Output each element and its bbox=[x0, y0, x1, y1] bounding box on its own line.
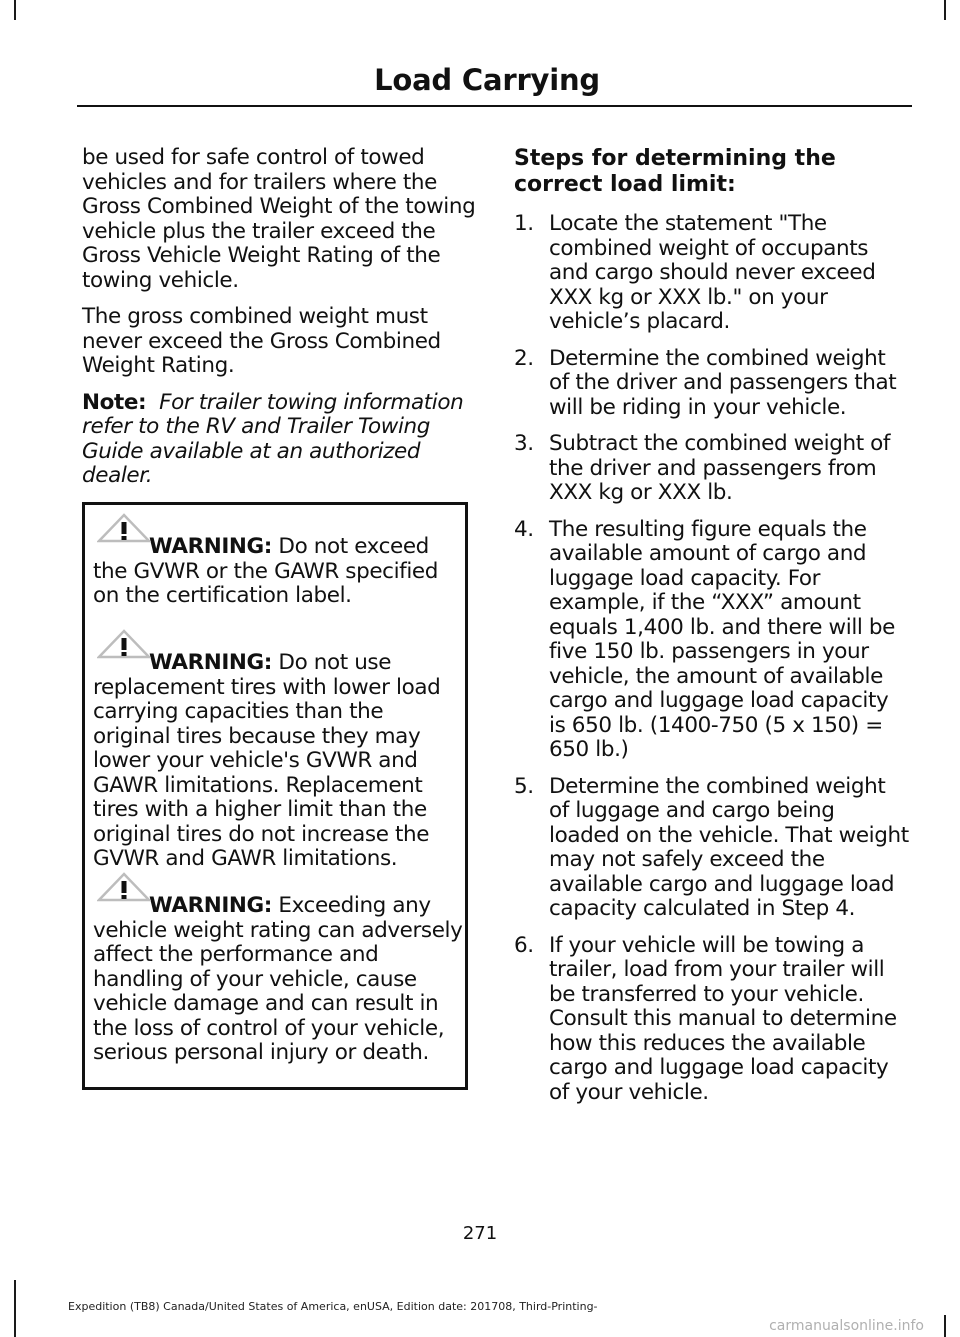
footer-edition: Expedition (TB8) Canada/United States of America, enUSA, Edition date: 201708, Third-Printing- bbox=[68, 1300, 598, 1313]
warnings-box bbox=[82, 502, 468, 1090]
note-paragraph bbox=[82, 391, 477, 489]
step-number: 5. bbox=[514, 773, 534, 799]
list-item bbox=[514, 518, 909, 763]
warning-3-text: Exceeding any vehicle weight rating can adversely affect the performance and handling of your vehicle, cause vehicle damage and can result in the loss of control of your vehicle, serious personal injury or death. bbox=[93, 893, 463, 1065]
warning-1-label: WARNING: bbox=[149, 534, 272, 559]
gcwr-paragraph: The gross combined weight must never exceed the Gross Combined Weight Rating. bbox=[82, 304, 441, 378]
crop-mark-bottom-left bbox=[14, 1280, 16, 1337]
watermark: carmanualsonline.info bbox=[769, 1318, 924, 1334]
steps-list bbox=[514, 212, 909, 1105]
header-rule bbox=[77, 105, 912, 107]
note-text: For trailer towing information refer to the RV and Trailer Towing Guide available at an authorized dealer. bbox=[82, 389, 464, 488]
list-item bbox=[514, 347, 909, 421]
step-text: Determine the combined weight of the driver and passengers that will be riding in your vehicle. bbox=[549, 345, 897, 420]
warning-3 bbox=[93, 894, 463, 1066]
right-column bbox=[514, 146, 909, 1117]
warning-3-label: WARNING: bbox=[149, 893, 272, 918]
warning-2-label: WARNING: bbox=[149, 650, 272, 675]
section-title: Load Carrying bbox=[374, 63, 600, 97]
step-number: 3. bbox=[514, 431, 534, 456]
step-text: Subtract the combined weight of the driver and passengers from XXX kg or XXX lb. bbox=[549, 431, 891, 505]
crop-mark-top-right bbox=[944, 0, 946, 20]
crop-mark-top-left bbox=[14, 0, 16, 20]
warning-1 bbox=[93, 535, 463, 609]
list-item bbox=[514, 934, 909, 1106]
intro-paragraph: be used for safe control of towed vehicles and for trailers where the Gross Combined Weight of the towing vehicle plus the trailer exceed the Gross Vehicle Weight Rating of the towing vehicle. bbox=[82, 145, 476, 293]
step-text: The resulting figure equals the available amount of cargo and luggage load capacity. For example, if the “XXX” amount equals 1,400 lb. and there will be five 150 lb. passengers in your vehicle, the amount of available cargo and luggage load capacity is 650 lb. (1400-750 (5 x 150) = 650 lb.) bbox=[549, 516, 895, 762]
warning-1-text: Do not exceed the GVWR or the GAWR specified on the certification label. bbox=[93, 534, 438, 608]
note-label: Note: bbox=[82, 389, 147, 415]
page-number: 271 bbox=[462, 1223, 498, 1244]
warning-2-text: Do not use replacement tires with lower load carrying capacities than the original tires because they may lower your vehicle's GVWR and GAWR limitations. Replacement tires with a higher limit than the original tires do not increase the GVWR and GAWR limitations. bbox=[93, 650, 441, 871]
step-number: 1. bbox=[514, 211, 534, 236]
step-number: 4. bbox=[514, 516, 534, 542]
steps-heading: Steps for determining the correct load limit: bbox=[514, 146, 836, 197]
list-item bbox=[514, 212, 909, 335]
list-item bbox=[514, 775, 909, 922]
crop-mark-bottom-right bbox=[944, 1315, 946, 1337]
step-text: Locate the statement "The combined weight of occupants and cargo should never exceed XXX kg or XXX lb." on your vehicle’s placard. bbox=[549, 211, 876, 334]
warning-triangle-icon bbox=[97, 513, 151, 543]
step-number: 6. bbox=[514, 932, 534, 958]
list-item bbox=[514, 432, 909, 506]
step-number: 2. bbox=[514, 345, 534, 371]
step-text: Determine the combined weight of luggage and cargo being loaded on the vehicle. That weight may not safely exceed the available cargo and luggage load capacity calculated in Step 4. bbox=[549, 773, 909, 921]
left-column bbox=[82, 146, 477, 489]
warning-triangle-icon bbox=[97, 629, 151, 659]
step-text: If your vehicle will be towing a trailer, load from your trailer will be transferred to your vehicle. Consult this manual to determine how this reduces the available cargo and luggage load capacity of your vehicle. bbox=[549, 932, 897, 1105]
warning-2 bbox=[93, 651, 463, 872]
warning-triangle-icon bbox=[97, 872, 151, 902]
